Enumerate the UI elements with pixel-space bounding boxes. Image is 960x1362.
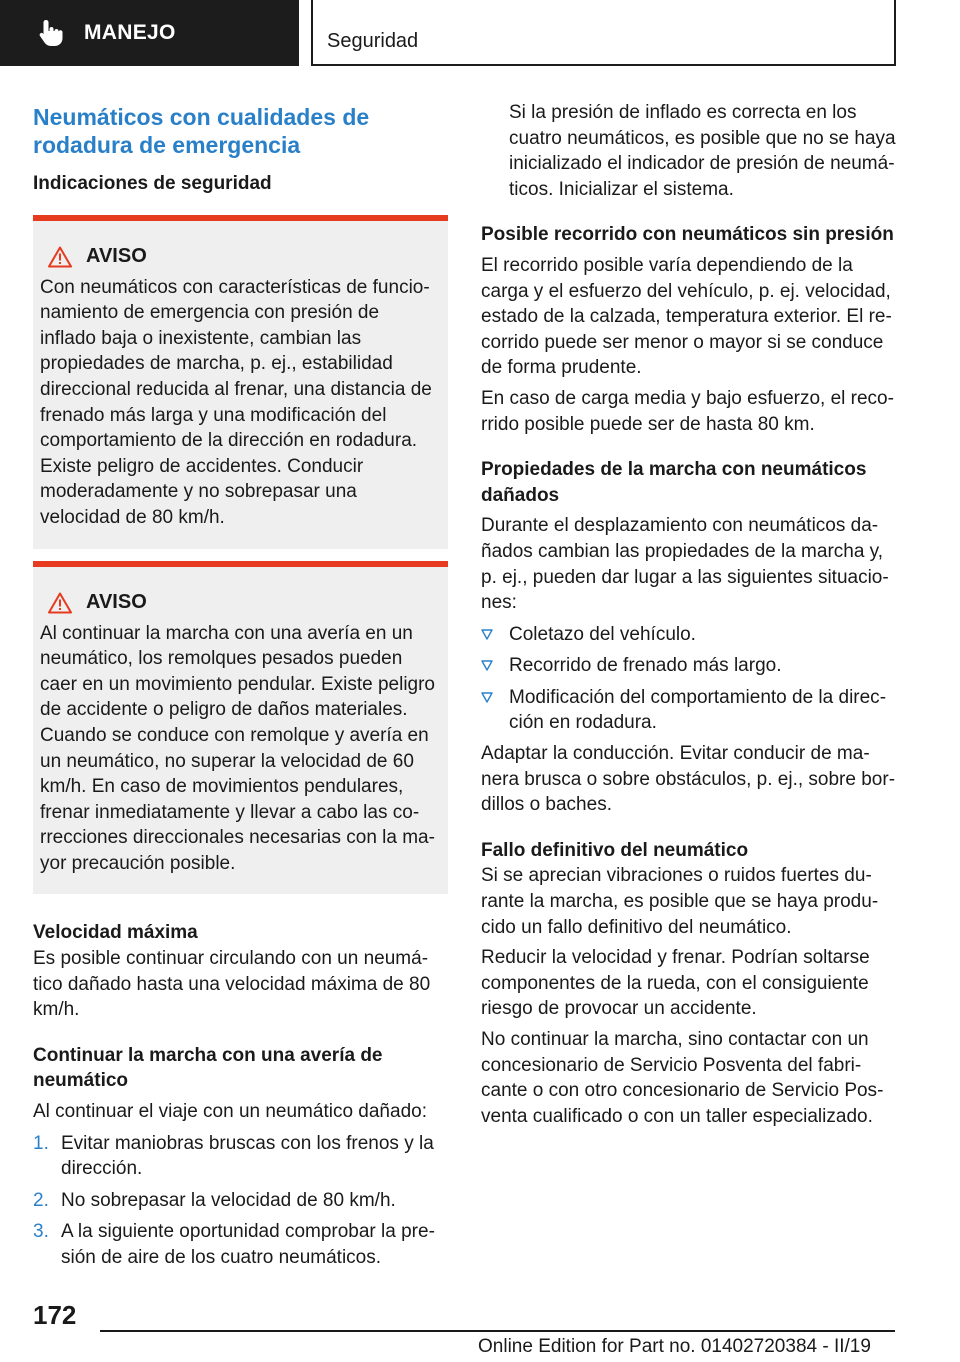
warning-text: Al continuar la marcha con una avería en un neumático, los remolques pesados pueden caer en un movimiento pendular. Existe peligro de accidente o peligro de daños materiales. Cuando se conduce con remolque y avería en un neumático, no superar la velocidad de 60 km/h. En caso de movimientos pendulares, frenar inmediatamente y llevar a cabo las correcciones direccionales necesarias con la mayor precaución posible. xyxy=(40,622,436,874)
page-header xyxy=(0,0,960,66)
range-text-2: En caso de carga media y bajo esfuerzo, el recorrido posible puede ser de hasta 80 km. xyxy=(481,387,894,435)
bullet-text: Coletazo del vehículo. xyxy=(509,623,696,645)
title-line-1: Neumáticos con cualidades de xyxy=(33,104,370,130)
max-speed-heading: Velocidad máxima xyxy=(33,922,198,944)
warning-triangle-icon xyxy=(48,246,72,268)
steps-list xyxy=(33,1131,448,1271)
failure-text-1: Si se aprecian vibraciones o ruidos fuertes durante la marcha, es posible que se haya producido un fallo definitivo del neumático. xyxy=(481,865,879,938)
bullet-text: Recorrido de frenado más largo. xyxy=(509,655,782,677)
failure-text-2: Reducir la velocidad y frenar. Podrían soltarse componentes de la rueda, con el consiguiente riesgo de provocar un accidente. xyxy=(481,947,870,1020)
title-line-2: rodadura de emergencia xyxy=(33,132,301,158)
bullet-list xyxy=(481,622,897,736)
warning-header xyxy=(48,589,440,617)
step-text: No sobrepasar la velocidad de 80 km/h. xyxy=(61,1189,396,1211)
page-title xyxy=(33,103,448,159)
warning-triangle-icon xyxy=(48,592,72,614)
step-number: 1. xyxy=(33,1132,49,1154)
range-heading: Posible recorrido con neumáticos sin presión xyxy=(481,224,894,246)
step3-continuation: Si la presión de inflado es correcta en los cuatro neumáticos, es posible que no se haya inicializado el indicador de presión de neumáticos. Inicializar el sistema. xyxy=(509,102,896,200)
triangle-bullet-icon xyxy=(481,653,509,679)
failure-heading: Fallo definitivo del neumático xyxy=(481,839,749,861)
props-after-text: Adaptar la conducción. Evitar conducir de manera brusca o sobre obstáculos, p. ej., sobre bordillos o baches. xyxy=(481,743,896,816)
range-text-1: El recorrido posible varía dependiendo de la carga y el esfuerzo del vehículo, p. ej. velocidad, estado de la calzada, temperatura exterior. El recorrido puede ser menor o mayor si se conduce de forma prudente. xyxy=(481,254,892,379)
triangle-bullet-icon xyxy=(481,622,509,648)
list-item xyxy=(481,685,897,736)
bullet-text: Modificación del comportamiento de la dirección en rodadura. xyxy=(509,686,887,734)
warning-box-1 xyxy=(33,215,448,549)
step-text: A la siguiente oportunidad comprobar la presión de aire de los cuatro neumáticos. xyxy=(61,1221,435,1268)
left-column xyxy=(33,100,448,1271)
max-speed-text: Es posible continuar circulando con un neumático dañado hasta una velocidad máxima de 80 km/h. xyxy=(33,948,431,1021)
list-item xyxy=(33,1188,448,1214)
footer-divider xyxy=(100,1330,895,1332)
list-item xyxy=(481,622,897,648)
step-number: 3. xyxy=(33,1221,49,1243)
step-text: Evitar maniobras bruscas con los frenos y la dirección. xyxy=(61,1132,434,1180)
chapter-label: Seguridad xyxy=(327,30,419,52)
step-number: 2. xyxy=(33,1189,49,1211)
warning-label: AVISO xyxy=(86,590,147,613)
hand-pointer-icon xyxy=(36,18,66,48)
chapter-tab xyxy=(311,0,896,66)
warning-header xyxy=(48,243,440,271)
props-heading: Propiedades de la marcha con neumáticos dañados xyxy=(481,459,867,506)
warning-text: Con neumáticos con características de funcionamiento de emergencia con presión de inflado baja o inexistente, cambian las propiedades de marcha, p. ej., estabilidad direccional reducida al frenar, una distancia de frenado más larga y una modificación del comportamiento de la dirección en rodadura. Existe peligro de accidentes. Conducir moderadamente y no sobrepasar una velocidad de 80 km/h. xyxy=(40,276,432,528)
section-tab xyxy=(0,0,299,66)
list-item xyxy=(33,1219,448,1270)
triangle-bullet-icon xyxy=(481,685,509,736)
props-text: Durante el desplazamiento con neumáticos dañados cambian las propiedades de la marcha y, p. ej., pueden dar lugar a las siguientes situaciones: xyxy=(481,515,889,614)
list-item xyxy=(33,1131,448,1182)
edition-note: Online Edition for Part no. 01402720384 - II/19 xyxy=(478,1336,871,1357)
continue-heading: Continuar la marcha con una avería de neumático xyxy=(33,1044,383,1092)
page-number: 172 xyxy=(33,1300,77,1330)
section-label: MANEJO xyxy=(84,21,176,44)
continue-intro: Al continuar el viaje con un neumático dañado: xyxy=(33,1101,427,1123)
failure-text-3: No continuar la marcha, sino contactar con un concesionario de Servicio Posventa del fabricante o con otro concesionario de Servicio Posventa cualificado o con un taller especializado. xyxy=(481,1029,884,1127)
warning-label: AVISO xyxy=(86,244,147,267)
right-column xyxy=(481,100,897,1129)
list-item xyxy=(481,653,897,679)
safety-subtitle: Indicaciones de seguridad xyxy=(33,173,272,194)
warning-box-2 xyxy=(33,561,448,895)
